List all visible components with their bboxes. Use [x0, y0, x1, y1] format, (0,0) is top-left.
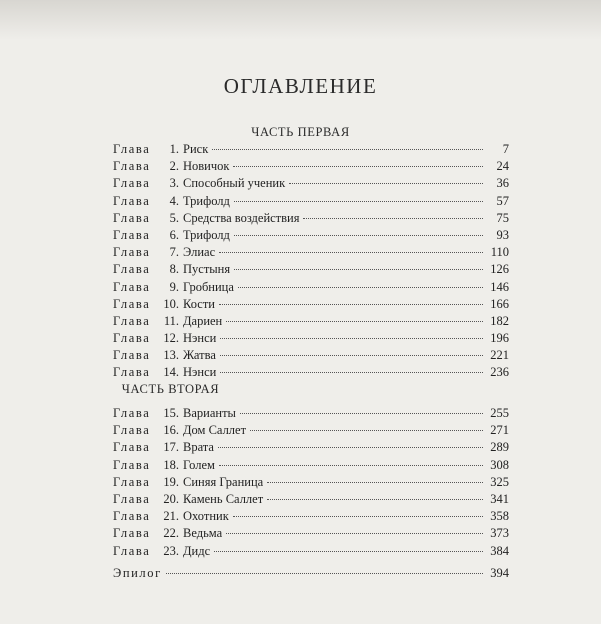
chapter-label: Глава [113, 365, 151, 380]
part-one-heading: ЧАСТЬ ПЕРВАЯ [251, 125, 350, 139]
chapter-title: Врата [183, 440, 214, 455]
toc-row [113, 364, 509, 381]
toc-row [113, 508, 509, 525]
chapter-title: Голем [183, 457, 215, 472]
chapter-label: Глава [113, 193, 151, 208]
dot-leader [226, 533, 483, 534]
page-number: 325 [490, 474, 509, 489]
chapter-number: 8. [169, 262, 179, 277]
chapter-number: 2. [169, 159, 179, 174]
toc-row [113, 405, 509, 422]
page-number: 384 [490, 543, 509, 558]
dot-leader [233, 166, 483, 167]
dot-leader [220, 338, 483, 339]
chapter-label: Глава [113, 210, 151, 225]
toc-row [113, 439, 509, 456]
chapter-number: 9. [169, 279, 179, 294]
dot-leader [214, 551, 483, 552]
page-number: 146 [490, 279, 509, 294]
toc-row [113, 525, 509, 542]
chapter-label: Глава [113, 543, 151, 558]
toc-row [113, 279, 509, 296]
toc-row [113, 330, 509, 347]
toc-row [113, 158, 509, 175]
dot-leader [303, 218, 483, 219]
chapter-title: Элиас [183, 245, 216, 260]
dot-leader [238, 287, 483, 288]
toc-row [113, 543, 509, 560]
chapter-number: 15. [163, 406, 179, 420]
dot-leader [289, 183, 483, 184]
chapter-title: Трифолд [183, 193, 230, 208]
chapter-label: Глава [113, 262, 151, 277]
chapter-label: Глава [113, 509, 151, 524]
page-number: 93 [496, 227, 509, 242]
page-number: 24 [496, 159, 509, 174]
dot-leader [267, 499, 483, 500]
page-number: 358 [490, 509, 509, 524]
chapter-label: Глава [113, 142, 151, 156]
chapter-number: 22. [163, 526, 179, 541]
chapter-number: 10. [163, 296, 179, 311]
chapter-number: 21. [163, 509, 179, 524]
page-number: 221 [490, 348, 509, 363]
dot-leader [219, 304, 483, 305]
toc-row [113, 457, 509, 474]
page-number: 36 [496, 176, 509, 191]
toc-row [113, 193, 509, 210]
toc-row [113, 227, 509, 244]
chapter-title: Дариен [183, 313, 223, 328]
toc-row [113, 244, 509, 261]
chapter-number: 6. [169, 227, 179, 242]
chapter-label: Глава [113, 348, 151, 363]
chapter-title: Варианты [183, 406, 236, 420]
chapter-number: 14. [163, 365, 179, 380]
page-number: 236 [490, 365, 509, 380]
toc-row [113, 422, 509, 439]
chapter-title: Синяя Граница [183, 474, 264, 489]
epilogue-row-container [113, 565, 509, 582]
chapter-title: Способный ученик [183, 176, 286, 191]
chapter-label: Глава [113, 526, 151, 541]
page-number: 7 [502, 142, 509, 156]
chapter-label: Глава [113, 331, 151, 346]
chapter-number: 3. [169, 176, 179, 191]
dot-leader [267, 482, 483, 483]
chapter-label: Глава [113, 296, 151, 311]
chapter-label: Глава [113, 176, 151, 191]
dot-leader [233, 516, 483, 517]
dot-leader [212, 149, 483, 150]
chapter-label: Глава [113, 313, 151, 328]
chapter-label: Глава [113, 474, 151, 489]
chapter-title: Средства воздействия [183, 210, 300, 225]
dot-leader [234, 269, 483, 270]
chapter-number: 7. [169, 245, 179, 260]
epilogue-label: Эпилог [113, 566, 162, 580]
page-number: 182 [490, 313, 509, 328]
chapter-number: 23. [163, 543, 179, 558]
dot-leader [166, 573, 483, 574]
part-one-toc [113, 141, 509, 382]
chapter-title: Гробница [183, 279, 234, 294]
page-number: 166 [490, 296, 509, 311]
part-two-toc [113, 405, 509, 560]
dot-leader [234, 201, 483, 202]
page-number: 289 [490, 440, 509, 455]
chapter-number: 4. [169, 193, 179, 208]
toc-row [113, 141, 509, 158]
chapter-title: Пустыня [183, 262, 231, 277]
dot-leader [250, 430, 483, 431]
page-title: ОГЛАВЛЕНИЕ [223, 74, 378, 98]
chapter-title: Кости [183, 296, 215, 311]
dot-leader [220, 372, 483, 373]
chapter-number: 20. [163, 491, 179, 506]
chapter-label: Глава [113, 245, 151, 260]
chapter-label: Глава [113, 406, 151, 420]
chapter-label: Глава [113, 457, 151, 472]
chapter-label: Глава [113, 227, 151, 242]
toc-row [113, 347, 509, 364]
page-number: 196 [490, 331, 509, 346]
page-number: 57 [496, 193, 509, 208]
chapter-number: 11. [163, 313, 179, 328]
page-number: 255 [490, 406, 509, 420]
toc-row [113, 313, 509, 330]
page-number: 373 [490, 526, 509, 541]
chapter-number: 12. [163, 331, 179, 346]
part-two-heading: ЧАСТЬ ВТОРАЯ [121, 382, 220, 396]
chapter-title: Дом Саллет [183, 423, 247, 438]
chapter-title: Нэнси [183, 365, 217, 380]
chapter-number: 1. [169, 142, 179, 156]
page-number: 126 [490, 262, 509, 277]
chapter-title: Новичок [183, 159, 230, 174]
chapter-title: Камень Саллет [183, 491, 264, 506]
page-number: 308 [490, 457, 509, 472]
chapter-number: 18. [163, 457, 179, 472]
toc-row [113, 491, 509, 508]
page-number: 110 [490, 245, 509, 260]
toc-row [113, 261, 509, 278]
dot-leader [219, 252, 483, 253]
toc-row [113, 296, 509, 313]
chapter-title: Дидс [183, 543, 211, 558]
dot-leader [240, 413, 483, 414]
chapter-number: 13. [163, 348, 179, 363]
chapter-label: Глава [113, 440, 151, 455]
toc-row [113, 474, 509, 491]
toc-row [113, 210, 509, 227]
page-number: 75 [496, 210, 509, 225]
chapter-number: 5. [169, 210, 179, 225]
dot-leader [226, 321, 483, 322]
chapter-number: 17. [163, 440, 179, 455]
chapter-title: Нэнси [183, 331, 217, 346]
dot-leader [220, 355, 483, 356]
chapter-label: Глава [113, 279, 151, 294]
chapter-label: Глава [113, 491, 151, 506]
chapter-number: 16. [163, 423, 179, 438]
chapter-title: Ведьма [183, 526, 223, 541]
chapter-title: Охотник [183, 509, 229, 524]
page-number: 394 [490, 566, 509, 580]
toc-row-epilogue [113, 565, 509, 582]
chapter-title: Трифолд [183, 227, 230, 242]
toc-row [113, 175, 509, 192]
page-number: 341 [490, 491, 509, 506]
dot-leader [218, 447, 483, 448]
dot-leader [219, 465, 483, 466]
dot-leader [234, 235, 483, 236]
page-number: 271 [490, 423, 509, 438]
chapter-number: 19. [163, 474, 179, 489]
chapter-title: Риск [183, 142, 209, 156]
chapter-title: Жатва [183, 348, 216, 363]
chapter-label: Глава [113, 423, 151, 438]
chapter-label: Глава [113, 159, 151, 174]
